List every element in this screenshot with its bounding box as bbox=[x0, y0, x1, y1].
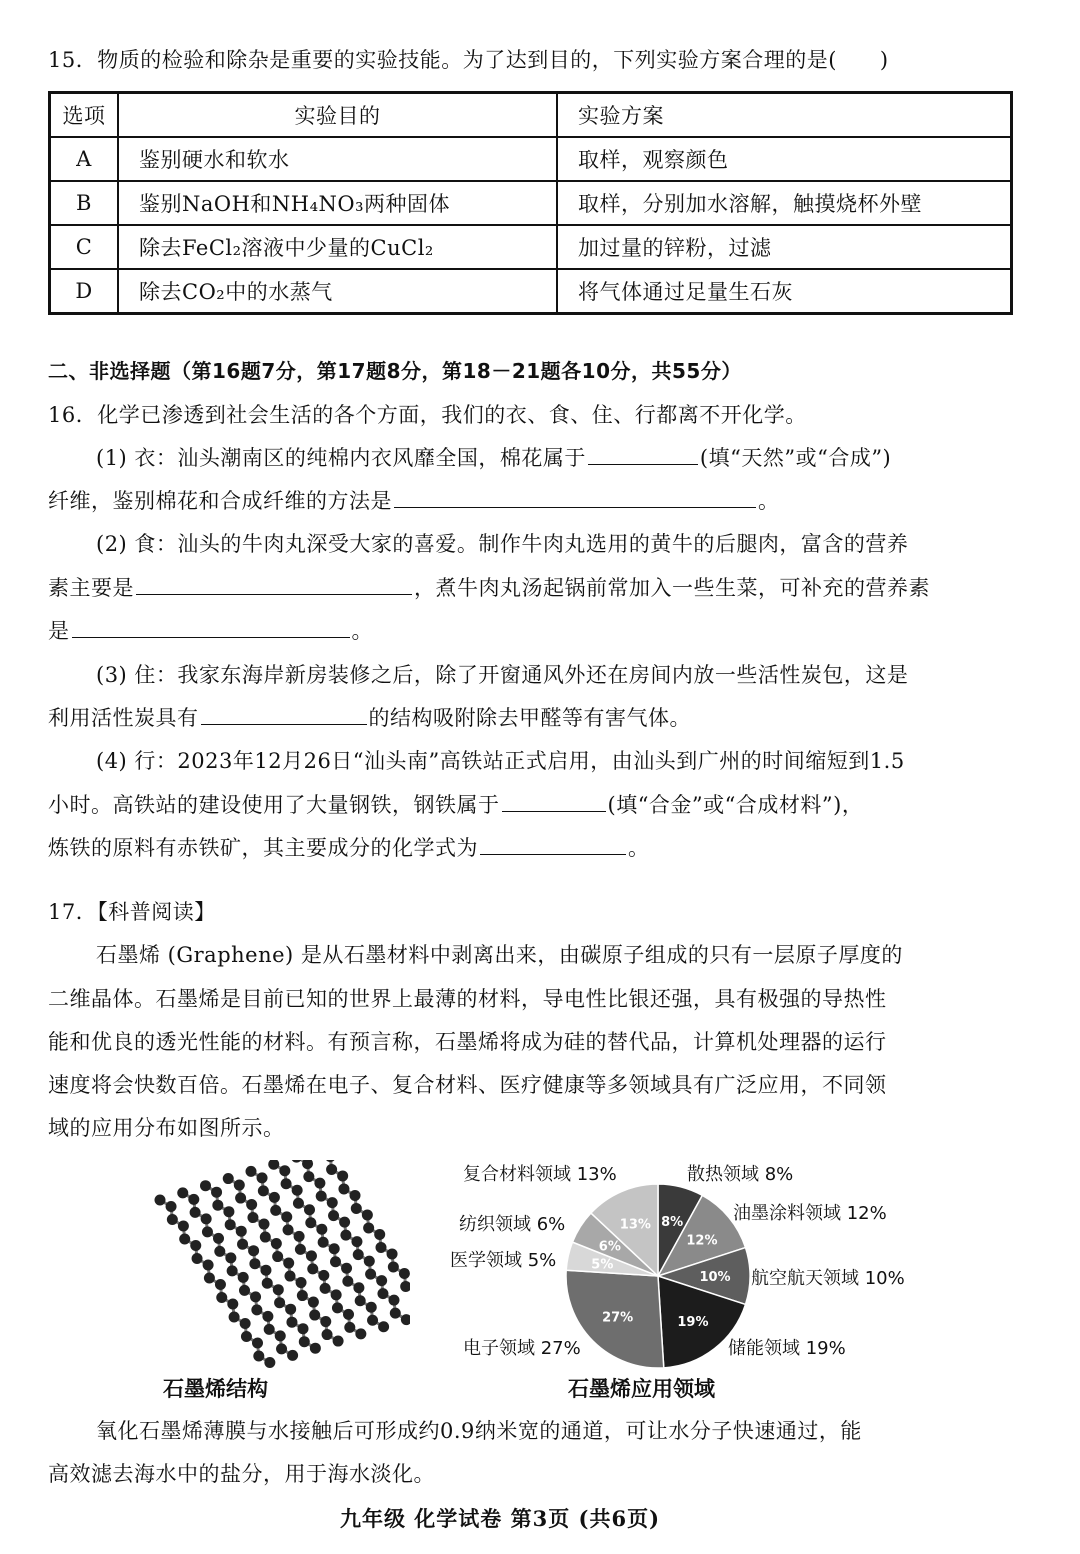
row-purpose: 除去CO₂中的水蒸气 bbox=[118, 269, 557, 314]
carbon-atom bbox=[338, 1183, 349, 1194]
row-option: D bbox=[50, 269, 119, 314]
graphene-lattice bbox=[155, 1160, 411, 1368]
carbon-atom bbox=[177, 1187, 188, 1198]
carbon-atom bbox=[309, 1310, 320, 1321]
carbon-atom bbox=[316, 1224, 327, 1235]
answer-blank[interactable] bbox=[480, 834, 626, 855]
carbon-atom bbox=[339, 1217, 350, 1228]
carbon-atom bbox=[332, 1302, 343, 1313]
carbon-atom bbox=[215, 1279, 226, 1290]
carbon-atom bbox=[214, 1246, 225, 1257]
carbon-atom bbox=[211, 1187, 222, 1198]
carbon-atom bbox=[333, 1336, 344, 1347]
q15-stem: 15．物质的检验和除杂是重要的实验技能。为了达到目的，下列实验方案合理的是( ) bbox=[48, 48, 889, 72]
carbon-atom bbox=[155, 1195, 166, 1206]
pie-label-aerospace: 航空航天领域 10% bbox=[751, 1268, 905, 1289]
carbon-atom bbox=[343, 1309, 354, 1320]
q16-part3-text2: 的结构吸附除去甲醛等有害气体。 bbox=[368, 706, 691, 730]
row-purpose: 鉴别硬水和软水 bbox=[118, 137, 557, 181]
pie-label-ink: 油墨涂料领域 12% bbox=[733, 1203, 887, 1224]
carbon-atom bbox=[376, 1275, 387, 1286]
q17-para1-line: 域的应用分布如图所示。 bbox=[48, 1116, 285, 1140]
carbon-atom bbox=[225, 1252, 236, 1263]
carbon-atom bbox=[272, 1251, 283, 1262]
row-option: A bbox=[50, 137, 119, 181]
carbon-atom bbox=[351, 1236, 362, 1247]
carbon-atom bbox=[260, 1232, 271, 1243]
row-plan: 将气体通过足量生石灰 bbox=[557, 269, 1012, 314]
carbon-atom bbox=[253, 1351, 264, 1362]
carbon-atom bbox=[299, 1336, 310, 1347]
carbon-atom bbox=[279, 1165, 290, 1176]
q16-part2-line2 bbox=[48, 573, 930, 603]
carbon-atom bbox=[283, 1224, 294, 1235]
carbon-atom bbox=[305, 1217, 316, 1228]
carbon-atom bbox=[229, 1312, 240, 1323]
pie-slice-value: 10% bbox=[699, 1270, 731, 1285]
carbon-atom bbox=[351, 1203, 362, 1214]
carbon-atom bbox=[390, 1308, 401, 1319]
row-plan: 加过量的锌粉，过滤 bbox=[557, 225, 1012, 269]
carbon-atom bbox=[270, 1205, 281, 1216]
chart-caption: 石墨烯应用领域 bbox=[568, 1377, 715, 1401]
carbon-atom bbox=[327, 1197, 338, 1208]
carbon-atom bbox=[331, 1289, 342, 1300]
carbon-atom bbox=[216, 1292, 227, 1303]
carbon-atom bbox=[320, 1316, 331, 1327]
carbon-atom bbox=[307, 1263, 318, 1274]
table-row bbox=[50, 269, 1012, 314]
carbon-atom bbox=[238, 1272, 249, 1283]
pie-slice-value: 27% bbox=[602, 1310, 634, 1326]
q16-part4-hint: (填“合金”或“合成材料”)， bbox=[607, 793, 864, 817]
pie-slice-value: 12% bbox=[686, 1233, 718, 1249]
answer-blank[interactable] bbox=[394, 487, 756, 508]
carbon-atom bbox=[377, 1288, 388, 1299]
q16-part4-line1: (4) 行：2023年12月26日“汕头南”高铁站正式启用，由汕头到广州的时间缩短到1.5 bbox=[96, 749, 905, 773]
carbon-atom bbox=[342, 1276, 353, 1287]
answer-blank[interactable] bbox=[72, 617, 350, 638]
carbon-atom bbox=[389, 1295, 400, 1306]
q17-para1-line: 速度将会快数百倍。石墨烯在电子、复合材料、医疗健康等多领域具有广泛应用，不同领 bbox=[48, 1073, 887, 1097]
header-option: 选项 bbox=[50, 93, 119, 138]
pie-slice-value: 13% bbox=[619, 1217, 651, 1233]
carbon-atom bbox=[249, 1258, 260, 1269]
carbon-atom bbox=[365, 1269, 376, 1280]
pie-slice-value: 19% bbox=[677, 1315, 709, 1331]
carbon-atom bbox=[237, 1239, 248, 1250]
row-option: B bbox=[50, 181, 119, 225]
row-purpose: 鉴别NaOH和NH₄NO₃两种固体 bbox=[118, 181, 557, 225]
carbon-atom bbox=[262, 1311, 273, 1322]
q17-para1-line: 二维晶体。石墨烯是目前已知的世界上最薄的材料，导电性比银还强，具有极强的导热性 bbox=[48, 987, 887, 1011]
table-row bbox=[50, 137, 1012, 181]
pie-slice-value: 5% bbox=[591, 1257, 614, 1273]
carbon-atom bbox=[241, 1331, 252, 1342]
carbon-atom bbox=[190, 1240, 201, 1251]
carbon-atom bbox=[227, 1299, 238, 1310]
carbon-atom bbox=[246, 1166, 257, 1177]
carbon-atom bbox=[235, 1193, 246, 1204]
q16-part1-hint: (填“天然”或“合成”) bbox=[699, 446, 892, 470]
carbon-atom bbox=[353, 1282, 364, 1293]
carbon-atom bbox=[213, 1233, 224, 1244]
answer-blank[interactable] bbox=[502, 791, 606, 812]
carbon-atom bbox=[250, 1291, 261, 1302]
q16-part4-text2: 炼铁的原料有赤铁矿，其主要成分的化学式为 bbox=[48, 836, 478, 860]
header-purpose: 实验目的 bbox=[118, 93, 557, 138]
q16-part2-text: 素主要是 bbox=[48, 576, 134, 600]
q16-part2-line1: (2) 食：汕头的牛肉丸深受大家的喜爱。制作牛肉丸选用的黄牛的后腿肉，富含的营养 bbox=[96, 532, 909, 556]
carbon-atom bbox=[192, 1253, 203, 1264]
carbon-atom bbox=[296, 1277, 307, 1288]
carbon-atom bbox=[274, 1297, 285, 1308]
carbon-atom bbox=[306, 1250, 317, 1261]
carbon-atom bbox=[291, 1160, 302, 1163]
q16-part2-line3 bbox=[48, 616, 373, 646]
carbon-atom bbox=[275, 1330, 286, 1341]
q17-para1-line: 能和优良的透光性能的材料。有预言称，石墨烯将成为硅的替代品，计算机处理器的运行 bbox=[48, 1030, 887, 1054]
carbon-atom bbox=[318, 1270, 329, 1281]
table-header-row bbox=[50, 93, 1012, 138]
carbon-atom bbox=[269, 1192, 280, 1203]
carbon-atom bbox=[293, 1198, 304, 1209]
carbon-atom bbox=[355, 1295, 366, 1306]
carbon-atom bbox=[239, 1285, 250, 1296]
carbon-atom bbox=[264, 1357, 275, 1368]
answer-blank[interactable] bbox=[136, 574, 412, 595]
carbon-atom bbox=[285, 1304, 296, 1315]
carbon-atom bbox=[285, 1271, 296, 1282]
carbon-atom bbox=[294, 1231, 305, 1242]
carbon-atom bbox=[303, 1171, 314, 1182]
carbon-atom bbox=[302, 1160, 313, 1169]
carbon-atom bbox=[318, 1237, 329, 1248]
q16-part3-line2 bbox=[48, 703, 691, 733]
carbon-atom bbox=[341, 1263, 352, 1274]
q17-title: 17．【科普阅读】 bbox=[48, 900, 216, 924]
carbon-atom bbox=[257, 1172, 268, 1183]
carbon-atom bbox=[271, 1238, 282, 1249]
carbon-atom bbox=[326, 1164, 337, 1175]
q15-options-table bbox=[48, 91, 1013, 315]
q17-para2-line: 高效滤去海水中的盐分，用于海水淡化。 bbox=[48, 1462, 435, 1486]
carbon-atom bbox=[273, 1284, 284, 1295]
q16-part2-text2: ，煮牛肉丸汤起锅前常加入一些生菜，可补充的营养素 bbox=[414, 576, 930, 600]
pie-label-electronics: 电子领域 27% bbox=[463, 1338, 581, 1359]
q16-part1-line2 bbox=[48, 486, 780, 516]
carbon-atom bbox=[329, 1243, 340, 1254]
carbon-atom bbox=[366, 1302, 377, 1313]
carbon-atom bbox=[286, 1317, 297, 1328]
carbon-atom bbox=[247, 1212, 258, 1223]
pie-label-textile: 纺织领域 6% bbox=[459, 1214, 566, 1235]
q16-part4-text: 小时。高铁站的建设使用了大量钢铁，钢铁属于 bbox=[48, 793, 500, 817]
carbon-atom bbox=[223, 1206, 234, 1217]
carbon-atom bbox=[340, 1230, 351, 1241]
carbon-atom bbox=[316, 1191, 327, 1202]
carbon-atom bbox=[252, 1338, 263, 1349]
row-plan: 取样，观察颜色 bbox=[557, 137, 1012, 181]
q17-para2-line: 氧化石墨烯薄膜与水接触后可形成约0.9纳米宽的通道，可让水分子快速通过，能 bbox=[96, 1419, 862, 1443]
header-plan: 实验方案 bbox=[557, 93, 1012, 138]
q16-part4-line3 bbox=[48, 833, 650, 863]
carbon-atom bbox=[179, 1234, 190, 1245]
carbon-atom bbox=[387, 1248, 398, 1259]
answer-blank[interactable] bbox=[201, 704, 367, 725]
carbon-atom bbox=[236, 1226, 247, 1237]
carbon-atom bbox=[298, 1323, 309, 1334]
carbon-atom bbox=[201, 1213, 212, 1224]
row-purpose: 除去FeCl₂溶液中少量的CuCl₂ bbox=[118, 225, 557, 269]
carbon-atom bbox=[234, 1180, 245, 1191]
carbon-atom bbox=[240, 1318, 251, 1329]
carbon-atom bbox=[362, 1209, 373, 1220]
carbon-atom bbox=[292, 1185, 303, 1196]
carbon-atom bbox=[258, 1185, 269, 1196]
carbon-atom bbox=[259, 1219, 270, 1230]
carbon-atom bbox=[388, 1261, 399, 1272]
carbon-atom bbox=[212, 1200, 223, 1211]
carbon-atom bbox=[204, 1273, 215, 1284]
carbon-atom bbox=[264, 1324, 275, 1335]
carbon-atom bbox=[344, 1322, 355, 1333]
carbon-atom bbox=[320, 1283, 331, 1294]
carbon-atom bbox=[167, 1214, 178, 1225]
carbon-atom bbox=[310, 1343, 321, 1354]
carbon-atom bbox=[314, 1178, 325, 1189]
q16-punct: 。 bbox=[351, 619, 373, 643]
carbon-atom bbox=[374, 1229, 385, 1240]
pie-slice-value: 8% bbox=[661, 1214, 684, 1230]
pie-slice-value: 6% bbox=[598, 1239, 621, 1255]
q16-part1-text2: 纤维，鉴别棉花和合成纤维的方法是 bbox=[48, 489, 392, 513]
carbon-atom bbox=[355, 1328, 366, 1339]
carbon-atom bbox=[400, 1281, 410, 1292]
carbon-atom bbox=[297, 1290, 308, 1301]
carbon-atom bbox=[200, 1180, 211, 1191]
q16-part3-line1: (3) 住：我家东海岸新房装修之后，除了开窗通风外还在房间内放一些活性炭包，这是 bbox=[96, 663, 909, 687]
carbon-atom bbox=[328, 1210, 339, 1221]
table-row bbox=[50, 181, 1012, 225]
answer-blank[interactable] bbox=[588, 444, 698, 465]
carbon-atom bbox=[203, 1260, 214, 1271]
q16-part1-text: (1) 衣：汕头潮南区的纯棉内衣风靡全国，棉花属于 bbox=[96, 446, 586, 470]
q16-part2-text3: 是 bbox=[48, 619, 70, 643]
pie-label-heat: 散热领域 8% bbox=[687, 1164, 794, 1185]
carbon-atom bbox=[251, 1304, 262, 1315]
carbon-atom bbox=[295, 1244, 306, 1255]
q17-para1-line: 石墨烯 (Graphene) 是从石墨材料中剥离出来，由碳原子组成的只有一层原子厚度的 bbox=[96, 943, 903, 967]
q16-punct: 。 bbox=[758, 489, 780, 513]
q16-part1-line1 bbox=[96, 443, 891, 473]
section-heading: 二、非选择题（第16题7分，第17题8分，第18－21题各10分，共55分） bbox=[48, 359, 742, 383]
carbon-atom bbox=[262, 1278, 273, 1289]
carbon-atom bbox=[281, 1211, 292, 1222]
carbon-atom bbox=[268, 1160, 279, 1170]
carbon-atom bbox=[202, 1226, 213, 1237]
carbon-atom bbox=[322, 1329, 333, 1340]
carbon-atom bbox=[260, 1265, 271, 1276]
row-option: C bbox=[50, 225, 119, 269]
graphene-structure-image bbox=[120, 1160, 410, 1370]
carbon-atom bbox=[364, 1256, 375, 1267]
carbon-atom bbox=[248, 1245, 259, 1256]
carbon-atom bbox=[283, 1258, 294, 1269]
carbon-atom bbox=[399, 1268, 410, 1279]
table-row bbox=[50, 225, 1012, 269]
carbon-atom bbox=[281, 1178, 292, 1189]
pie-label-composite: 复合材料领域 13% bbox=[463, 1164, 617, 1185]
carbon-atom bbox=[276, 1343, 287, 1354]
pie-label-storage: 储能领域 19% bbox=[728, 1338, 846, 1359]
carbon-atom bbox=[308, 1297, 319, 1308]
carbon-atom bbox=[330, 1256, 341, 1267]
structure-caption: 石墨烯结构 bbox=[163, 1377, 268, 1401]
carbon-atom bbox=[304, 1204, 315, 1215]
pie-label-medical: 医学领域 5% bbox=[450, 1250, 557, 1271]
q16-punct: 。 bbox=[628, 836, 650, 860]
carbon-atom bbox=[227, 1265, 238, 1276]
carbon-atom bbox=[166, 1201, 177, 1212]
carbon-atom bbox=[188, 1194, 199, 1205]
carbon-atom bbox=[350, 1190, 361, 1201]
page-footer: 九年级 化学试卷 第3页 (共6页) bbox=[340, 1506, 661, 1531]
q16-part4-line2 bbox=[48, 790, 863, 820]
carbon-atom bbox=[363, 1222, 374, 1233]
carbon-atom bbox=[246, 1199, 257, 1210]
carbon-atom bbox=[225, 1219, 236, 1230]
carbon-atom bbox=[178, 1221, 189, 1232]
q16-part3-text: 利用活性炭具有 bbox=[48, 706, 199, 730]
carbon-atom bbox=[325, 1160, 336, 1162]
row-plan: 取样，分别加水溶解，触摸烧杯外壁 bbox=[557, 181, 1012, 225]
carbon-atom bbox=[223, 1173, 234, 1184]
carbon-atom bbox=[367, 1315, 378, 1326]
carbon-atom bbox=[190, 1207, 201, 1218]
carbon-atom bbox=[378, 1321, 389, 1332]
carbon-atom bbox=[353, 1249, 364, 1260]
q16-stem: 16．化学已渗透到社会生活的各个方面，我们的衣、食、住、行都离不开化学。 bbox=[48, 403, 807, 427]
carbon-atom bbox=[287, 1350, 298, 1361]
carbon-atom bbox=[337, 1170, 348, 1181]
carbon-atom bbox=[376, 1242, 387, 1253]
